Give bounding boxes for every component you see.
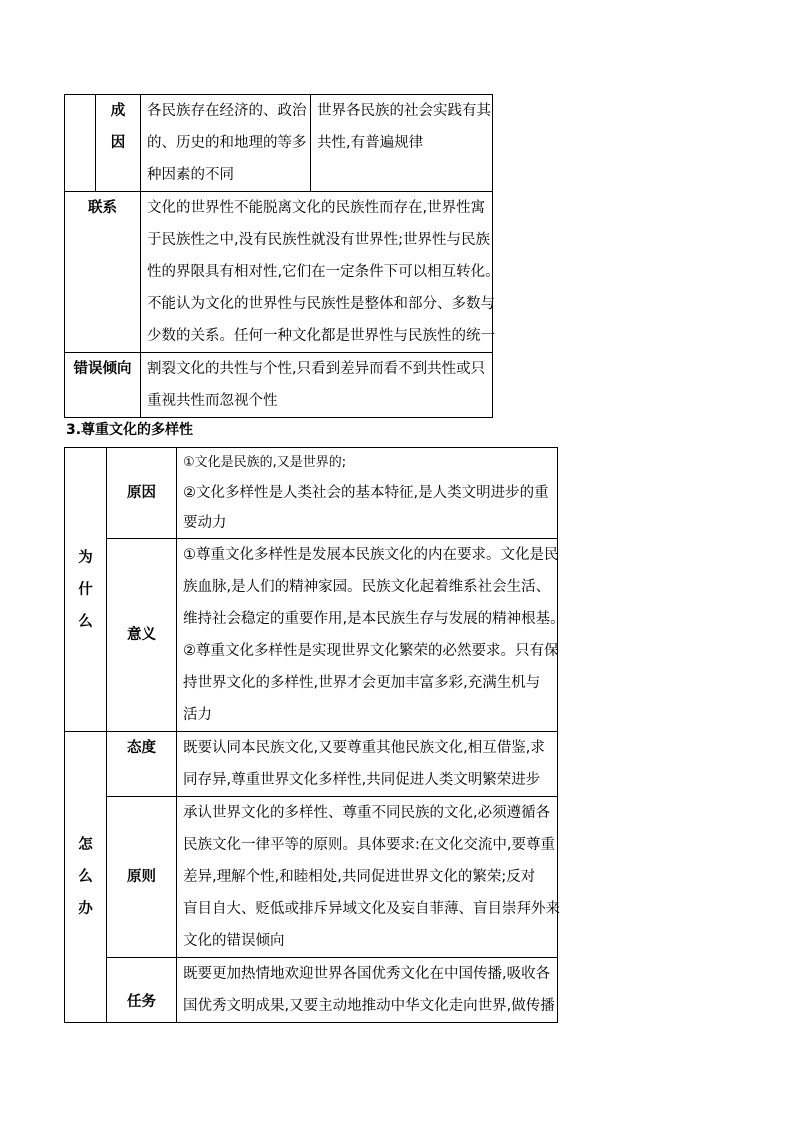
cause-col2-line: 共性,有普遍规律 xyxy=(317,135,424,151)
principle-content xyxy=(177,797,558,958)
attitude-line: 同存异,尊重世界文化多样性,共同促进人类文明繁荣进步 xyxy=(183,772,541,788)
cause-row xyxy=(65,95,493,192)
reason-line: ②文化多样性是人类社会的基本特征,是人类文明进步的重 xyxy=(183,485,549,501)
connection-line: 不能认为文化的世界性与民族性是整体和部分、多数与 xyxy=(147,296,495,312)
connection-content xyxy=(141,192,500,353)
meaning-line: ①尊重文化多样性是发展本民族文化的内在要求。文化是民 xyxy=(183,547,559,563)
cause-label-char-2: 因 xyxy=(110,135,126,151)
task-label: 任务 xyxy=(107,958,177,1023)
diversity-table xyxy=(64,447,565,1023)
task-line: 国优秀文明成果,又要主动地推动中华文化走向世界,做传播 xyxy=(183,998,555,1014)
attitude-label: 态度 xyxy=(107,732,177,797)
error-content xyxy=(141,353,493,418)
cause-nationality-cell xyxy=(141,95,311,192)
meaning-content xyxy=(177,539,565,732)
principle-line: 盲目自大、贬低或排斥异域文化及妄自菲薄、盲目崇拜外来 xyxy=(183,901,560,917)
how-char: 办 xyxy=(78,901,93,917)
reason-content xyxy=(177,448,558,539)
why-char: 么 xyxy=(78,613,93,630)
task-row xyxy=(65,958,558,1023)
principle-line: 民族文化一律平等的原则。具体要求:在文化交流中,要尊重 xyxy=(183,837,555,853)
meaning-line: 族血脉,是人们的精神家园。民族文化起着维系社会生活、 xyxy=(183,579,551,595)
principle-line: 文化的错误倾向 xyxy=(183,933,285,949)
error-line: 割裂文化的共性与个性,只看到差异而看不到共性或只 xyxy=(147,361,486,377)
how-char: 么 xyxy=(78,869,93,885)
principle-line: 承认世界文化的多样性、尊重不同民族的文化,必须遵循各 xyxy=(183,805,551,821)
reason-row xyxy=(65,448,558,539)
meaning-line: 持世界文化的多样性,世界才会更加丰富多彩,充满生机与 xyxy=(183,675,541,691)
meaning-label: 意义 xyxy=(107,539,177,732)
why-char: 什 xyxy=(78,581,93,598)
task-content xyxy=(177,958,558,1023)
connection-line: 文化的世界性不能脱离文化的民族性而存在,世界性寓 xyxy=(147,200,486,216)
task-line: 既要更加热情地欢迎世界各国优秀文化在中国传播,吸收各 xyxy=(183,966,551,982)
section-heading: 3.尊重文化的多样性 xyxy=(66,422,194,438)
connection-row xyxy=(65,192,493,353)
how-label xyxy=(65,732,107,1023)
meaning-line: 维持社会稳定的重要作用,是本民族生存与发展的精神根基。 xyxy=(183,611,565,627)
error-label: 错误倾向 xyxy=(65,353,141,418)
cause-col1-line: 各民族存在经济的、政治 xyxy=(147,103,307,119)
connection-line: 性的界限具有相对性,它们在一定条件下可以相互转化。 xyxy=(147,264,500,280)
meaning-line: ②尊重文化多样性是实现世界文化繁荣的必然要求。只有保 xyxy=(183,643,559,659)
connection-line: 少数的关系。任何一种文化都是世界性与民族性的统一 xyxy=(147,328,495,344)
reason-label: 原因 xyxy=(107,448,177,539)
attitude-content xyxy=(177,732,558,797)
connection-label: 联系 xyxy=(65,192,141,353)
principle-row xyxy=(65,797,558,958)
cause-col1-line: 种因素的不同 xyxy=(147,167,234,183)
principle-label: 原则 xyxy=(107,797,177,958)
why-label xyxy=(65,448,107,732)
why-char: 为 xyxy=(78,549,93,566)
cause-col2-line: 世界各民族的社会实践有其 xyxy=(317,103,491,119)
connection-line: 于民族性之中,没有民族性就没有世界性;世界性与民族 xyxy=(147,232,490,248)
meaning-line: 活力 xyxy=(183,707,212,723)
meaning-row xyxy=(65,539,558,732)
error-row xyxy=(65,353,493,418)
reason-line: ①文化是民族的,又是世界的; xyxy=(183,455,347,470)
attitude-line: 既要认同本民族文化,又要尊重其他民族文化,相互借鉴,求 xyxy=(183,740,545,756)
reason-line: 要动力 xyxy=(183,515,227,531)
cause-label-cell xyxy=(65,95,141,192)
cause-col1-line: 的、历史的和地理的等多 xyxy=(147,135,307,151)
cause-worldliness-cell xyxy=(311,95,493,192)
cause-label-char-1: 成 xyxy=(110,103,126,119)
error-line: 重视共性而忽视个性 xyxy=(147,393,278,409)
attitude-row xyxy=(65,732,558,797)
principle-line: 差异,理解个性,和睦相处,共同促进世界文化的繁荣;反对 xyxy=(183,869,536,885)
how-char: 怎 xyxy=(78,837,93,853)
culture-nature-table xyxy=(64,94,500,418)
